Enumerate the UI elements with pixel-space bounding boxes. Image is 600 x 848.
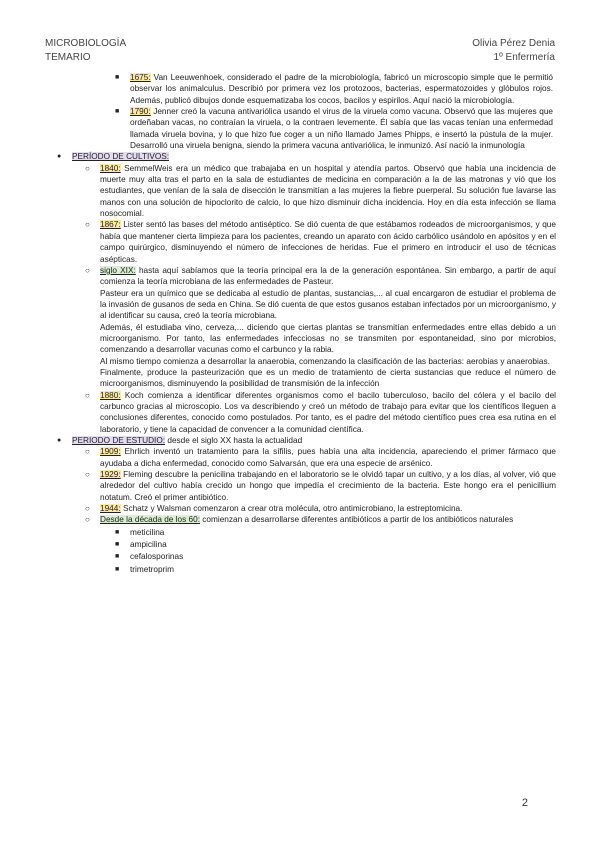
list-item [85, 390, 556, 435]
section-heading [57, 151, 553, 162]
year-highlight: 1909: [100, 447, 121, 457]
disc-bullet-icon: ● [57, 437, 62, 444]
list-item [85, 446, 556, 469]
list-item [115, 106, 553, 151]
year-highlight: 1880: [100, 390, 121, 400]
year-highlight: 1675: [130, 73, 151, 82]
list-item [85, 503, 556, 514]
circle-bullet-icon: ○ [85, 265, 90, 275]
paragraph: Además, él estudiaba vino, cerveza,... diciendo que ciertas plantas se transmitían enfermedades entre ellas debido a un microorganismo. Por tanto, las enfermedades infecciosas no se transmiten por espontaneidad, sino por microbios, comenzando a desarrollar vacunas como el carbunco y la rabia. [100, 322, 556, 355]
page-number: 2 [521, 797, 528, 809]
square-bullet-icon: ■ [115, 74, 120, 81]
square-bullet-icon: ■ [115, 541, 120, 549]
antibiotic-name: ampicilina [130, 540, 167, 550]
item-text: comienzan a desarrollarse diferentes antibióticos a partir de los antibióticos naturales [200, 515, 514, 525]
section-heading [57, 435, 553, 446]
author-name: Olivia Pérez Denia [472, 38, 555, 49]
list-item [85, 219, 556, 264]
item-text: Van Leeuwenhoek, considerado el padre de la microbiología, fabricó un microscopio simple que le permitió observar los animalculus. Describió por primera vez los protozoos, bacterias, espermatozoides y glóbulos rojos. Además, publicó dibujos donde esquematizaba los cocos, bacilos y espirilos. Aquí nació la microbiología. [130, 73, 553, 105]
item-text: Ehrlich inventó un tratamiento para la sífilis, pues había una alta incidencia, apareciendo el primer fármaco que ayudaba a dicha enfermedad, conocido como Salvarsán, que era una especie de arsénico. [100, 447, 556, 468]
year-highlight: 1790: [130, 107, 151, 117]
square-bullet-icon: ■ [115, 108, 120, 116]
list-item [115, 72, 553, 106]
antibiotic-name: cefalosporinas [130, 552, 184, 562]
list-item [85, 265, 556, 390]
antibiotic-name: trimetroprim [130, 564, 175, 574]
square-bullet-icon: ■ [115, 528, 120, 536]
section-title-cultivos: PERÍODO DE CULTIVOS: [72, 152, 170, 162]
item-text: Schatz y Walsman comenzaron a crear otra molécula, otro antimicrobiano, la estreptomicina. [120, 504, 463, 514]
year-highlight: 1867: [100, 220, 121, 230]
section-title-estudio: PERIODO DE ESTUDIO: [72, 436, 166, 445]
circle-bullet-icon: ○ [85, 515, 90, 525]
list-item [115, 527, 553, 538]
list-item [85, 514, 556, 525]
item-text: Jenner creó la vacuna antivariólica usando el virus de la viruela como vacuna. Observó que las mujeres que ordeñaban vacas, no contraían la viruela, o la contraen levemente. Él sabía que las vacas tenían una enfermedad llamada viruela bovina, y lo que hizo fue coger a un niño llamado James Phipps, e insertó la pústula de la mujer. Desarrolló una viruela benigna, siendo la primera vacuna antivariólica, le inmunizó. Así nació la inmunología [130, 107, 553, 151]
circle-bullet-icon: ○ [85, 447, 90, 457]
item-text: hasta aquí sabíamos que la teoría principal era la de la generación espontánea. Sin embargo, a partir de aquí comienza la teoría microbiana de las enfermedades de Pasteur. [100, 265, 556, 287]
paragraph: Finalmente, produce la pasteurización que es un medio de tratamiento de cierta sustancias que reduce el número de microorganismos, disminuyendo la posibilidad de transmisión de la infección [100, 367, 556, 389]
year-highlight: siglo XIX: [100, 265, 136, 275]
subject-title: MICROBIOLOGÍA [45, 38, 127, 49]
paragraph: Pasteur era un químico que se dedicaba al estudio de plantas, sustancias,... al cual encargaron de estudiar el problema de la invasión de gusanos de seda en China. Se dió cuenta de que estos gusanos estaban infectados por un microorganismo, y al identificar su causa, creó la teoría microbiana. [100, 288, 556, 321]
circle-bullet-icon: ○ [85, 504, 90, 514]
year-highlight: Desde la década de los 60: [100, 515, 200, 525]
document-body [0, 72, 600, 575]
item-text: Koch comienza a identificar diferentes organismos como el bacilo tuberculoso, bacilo del cólera y el bacilo del carbunco gracias al microscopio. Los va describiendo y creó un método de trabajo para evitar que los científicos lleguen a conclusiones diferentes, conocido como postulados. Por tanto, es el padre del método científico pues crea esa rutina en el laboratorio, y tiene la capacidad de convencer a la comunidad científica. [100, 390, 556, 434]
list-item [85, 163, 556, 220]
year-highlight: 1840: [100, 163, 121, 173]
list-item [115, 564, 553, 575]
list-item [115, 539, 553, 550]
item-text: Lister sentó las bases del método antiséptico. Se dió cuenta de que estábamos rodeados de microorganismos, y que había que mantener cierta limpieza para los pacientes, creando un aparato con ácido carbólico usándolo en apósitos y en el campo quirúrgico, disminuyendo el número de infecciones de heridas. Fue el primero en introducir el uso de técnicas asépticas. [100, 220, 556, 264]
circle-bullet-icon: ○ [85, 220, 90, 230]
square-bullet-icon: ■ [115, 565, 120, 573]
year-highlight: 1929: [100, 470, 121, 480]
antibiotic-name: meticilina [130, 527, 165, 537]
circle-bullet-icon: ○ [85, 470, 90, 480]
paragraph: Al mismo tiempo comienza a desarrollar la anaerobia, comenzando la clasificación de las bacterias: aerobias y anaerobias. [100, 356, 550, 366]
section-subtitle: desde el siglo XX hasta la actualidad [165, 436, 303, 445]
course-label: 1º Enfermería [493, 52, 555, 63]
list-item [85, 469, 556, 503]
header-right [472, 37, 555, 65]
header-left [45, 37, 126, 65]
circle-bullet-icon: ○ [85, 163, 90, 173]
square-bullet-icon: ■ [115, 553, 120, 561]
year-highlight: 1944: [100, 504, 121, 514]
item-text: Fleming descubre la penicilina trabajando en el laboratorio se le olvidó tapar un cultivo, y a los días, al volver, vió que alrededor del cultivo había crecido un hongo que impedía el crecimiento de la bacteria. Este hongo era el penicillium notatum. Creó el primer antibiótico. [100, 470, 556, 502]
section-label: TEMARIO [45, 52, 91, 63]
circle-bullet-icon: ○ [85, 390, 90, 400]
disc-bullet-icon: ● [57, 153, 62, 161]
list-item [115, 551, 553, 562]
item-text: SemmelWeis era un médico que trabajaba en un hospital y atendía partos. Observó que había una incidencia de muerte muy alta tras el parto en la sala de estudiantes de medicina en comparación a la de las matronas y vió que los estudiantes, que venían de la sala de disección le transmitían a las mujeres la fiebre puerperal. Su solución fue lavarse las manos con una solución de hipoclorito de calcio, lo que hizo disminuir dicha incidencia. Hoy en día esta infección se llama nosocomial. [100, 163, 556, 219]
